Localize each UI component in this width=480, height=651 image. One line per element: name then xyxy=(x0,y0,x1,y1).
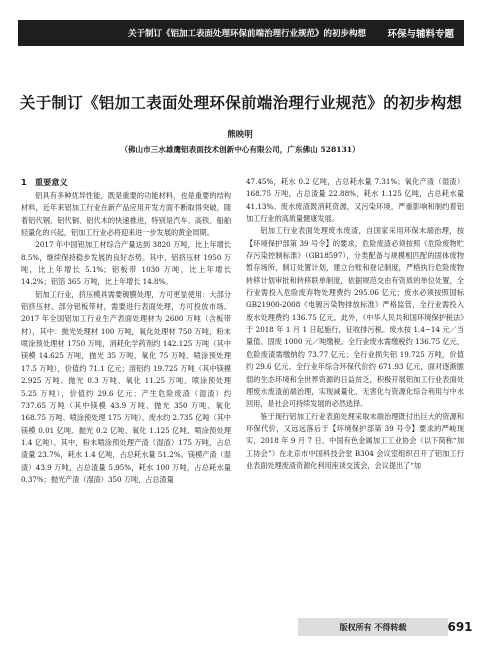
article-title: 关于制订《铝加工表面处理环保前端治理行业规范》的初步构想 xyxy=(19,94,463,112)
left-column xyxy=(21,176,231,486)
right-column xyxy=(246,176,464,472)
paragraph: 鉴于现行铝加工行业表面处理采取末端治理既付出巨大的资源和环保代价，又远远落后于【环境保护部第 39 号令】要求的严峻现实，2018 年 9 月 7 日，中国有色金属加工工业协会（以下简称“加工协会”）在北京市中国科技会堂 B304 会议室组织召开了铝加工行业表面处理废渣资源化利用座谈交流会，会议提出了“加 xyxy=(246,411,464,470)
paragraph: 铝加工行业，挤压模具需要镀膜处理，方可更显使用：大部分铝挤压材、部分铝板带材，需要进行表面处理，方可投放市场。2017 年全国铝加工行业生产表面处理材为 2600 万吨（含板带材），其中：抛光处理材 100 万吨，氧化处理材 750 万吨，粉末喷涂预处理材 1750 万吨，消耗化学药剂约 142.125 万吨（其中镁模 14.625 万吨，抛光 35 万吨、氧化 75 万吨、喷涂预处理 17.5 万吨），价值约 71.1 亿元；溶铝约 19.725 万吨（其中镁模 2.925 万吨、抛光 0.3 万吨、氧化 11.25 万吨、喷涂预处理 5.25 万吨），价值约 29.6 亿元；产生危险废渣（湿渣）约 737.65 万吨（其中镁模 43.9 万吨、抛光 350 万吨、氧化 168.75 万吨、喷涂预处理 175 万吨）、废水约 2.735 亿吨（其中镁模 0.01 亿吨、抛光 0.2 亿吨、氧化 1.125 亿吨、喷涂预处理 1.4 亿吨）。其中，粉末喷涂预处理产渣（湿渣）175 万吨，占总渣量 23.7%，耗水 1.4 亿吨，占总耗水量 51.2%。镁模产渣（湿渣）43.9 万吨，占总渣量 5.95%，耗水 100 万吨，占总耗水量 0.37%；抛光产渣（湿渣）350 万吨，占总渣量 xyxy=(21,289,231,484)
paragraph-continuation: 47.45%，耗水 0.2 亿吨，占总耗水量 7.31%；氧化产渣（湿渣）168.75 万吨，占总渣量 22.88%，耗水 1.125 亿吨，占总耗水量 41.13%。废水废渣既消耗资源，又污染环境，严重影响和制约着铝加工行业的高质量健康发展。 xyxy=(246,177,464,224)
author-affiliation: （佛山市三水雄鹰铝表面技术创新中心有限公司，广东佛山 528131） xyxy=(120,145,360,154)
section-heading: 1 重要意义 xyxy=(21,177,68,187)
page-number: 691 xyxy=(447,620,473,634)
paragraph: 铝具有多种优异性能，既是重要的功能材料，也是重要的结构材料，近年来铝加工行业在新产品应用开发方面不断取得突破，随着铝代钢、铝代铜、铝代木的快速推进，特别是汽车、高铁、船舶轻量化的兴起，铝加工行业必将迎来进一步发展的黄金周期。 xyxy=(21,191,231,238)
section-label: 环保与辅料专题 xyxy=(387,29,454,40)
copyright-notice: 版权所有 不得转载 xyxy=(298,618,448,636)
paragraph: 铝加工行业表面处理废水废渣，自国家采用环保末端治理，按【环境保护部第 39 号令】的要求，危险废渣必须按照《危险废物贮存污染控制标准》（GB18597），分类配备与规模相匹配的固体废物暂存场所，制订处置计划，建立台账和登记制度，严格执行危险废物转移计划审批和转移联单制度，依据规范交由有资质的单位处置，全行业需投入危险废弃物处理费约 295.06 亿元；废水必须按照国标 GB21900-2008《电镀污染物排放标准》严格监管，全行业需投入废水处理费约 136.75 亿元。此外，《中华人民共和国环境保护税法》于 2018 年 1 月 1 日起施行，征收排污税。废水按 1.4~14 元／当量值、固废 1000 元／吨缴税。全行业废水需缴税约 136.75 亿元，危险废渣需缴纳约 73.77 亿元；全行业损失铝 19.725 万吨，价值约 29.6 亿元。全行业年综合环保代价约 671.93 亿元，面对逐渐脆弱的生态环境和全世界资源的日益贫乏，积极开展铝加工行业表面处理废水废渣前端治理，实现减量化、无害化与资源化综合利用与中水回用，是社会可持续发展的必然选择。 xyxy=(246,226,464,409)
running-header xyxy=(18,20,464,46)
author-name: 熊映明 xyxy=(227,130,253,140)
paragraph: 2017 年中国铝加工材综合产量达到 3820 万吨，比上年增长 8.5%，继续保持稳步发展的良好态势。其中，铝挤压材 1950 万吨，比上年增长 5.1%；铝板带 1030 万吨，比上年增长 14.2%；铝箔 365 万吨，比上年增长 14.8%。 xyxy=(21,240,231,287)
running-title: 关于制订《铝加工表面处理环保前端治理行业规范》的初步构想 xyxy=(128,29,367,39)
